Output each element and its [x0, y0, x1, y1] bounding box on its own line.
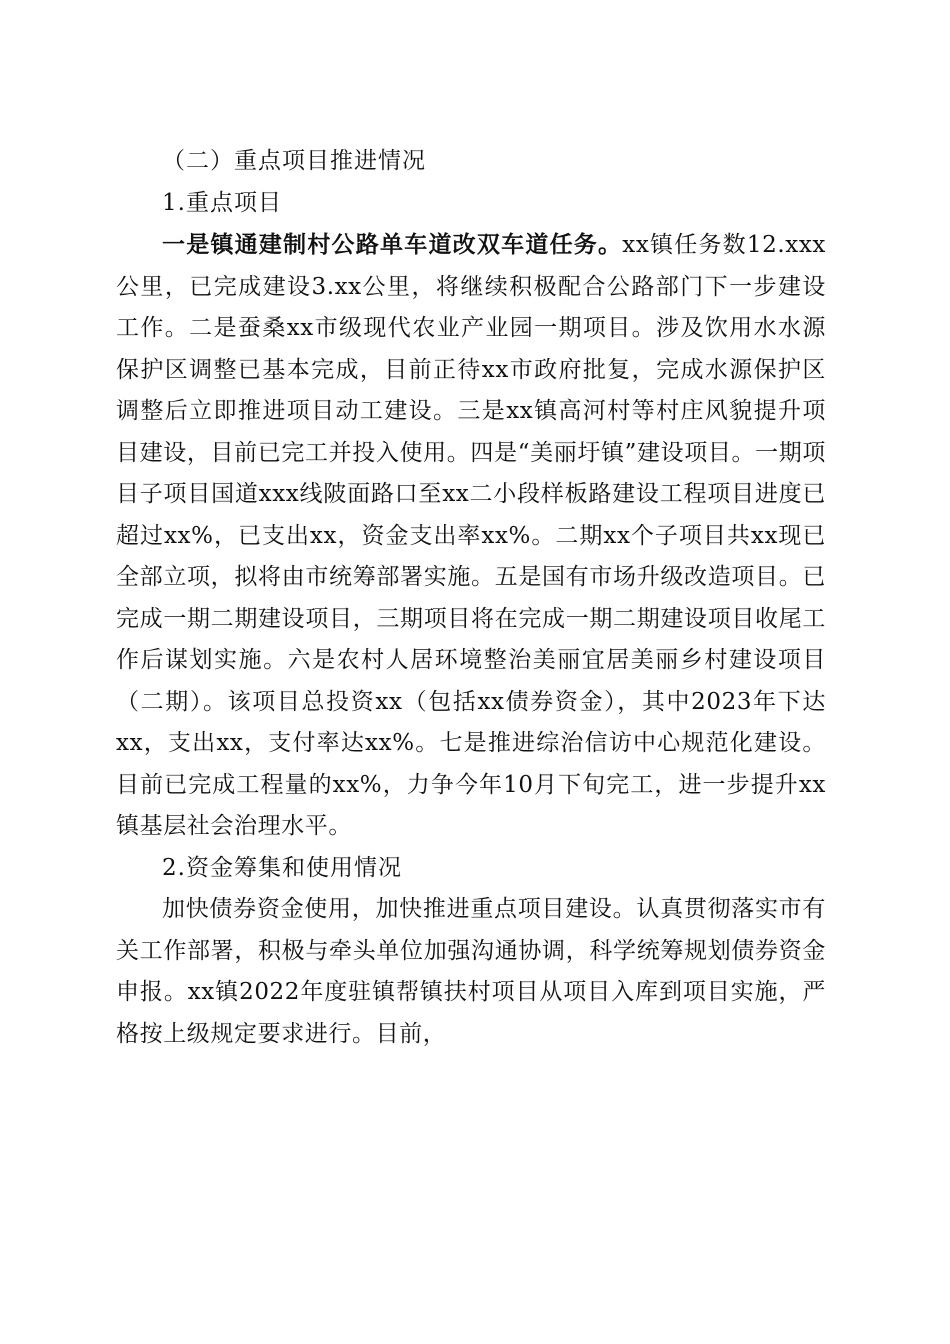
paragraph-lead-bold: 一是镇通建制村公路单车道改双车道任务。 — [162, 231, 623, 258]
paragraph-key-projects — [116, 224, 826, 848]
subheading-key-projects: 1.重点项目 — [162, 189, 282, 216]
document-body — [116, 141, 826, 1055]
paragraph-body: xx镇任务数12.xxx公里，已完成建设3.xx公里，将继续积极配合公路部门下一步建设工作。二是蚕桑xx市级现代农业产业园一期项目。涉及饮用水水源保护区调整已基本完成，目前正待xx市政府批复，完成水源保护区调整后立即推进项目动工建设。三是xx镇高河村等村庄风貌提升项目建设，目前已完工并投入使用。四是“美丽圩镇”建设项目。一期项目子项目国道xxx线陂面路口至xx二小段样板路建设工程项目进度已超过xx%，已支出xx，资金支出率xx%。二期xx个子项目共xx现已全部立项，拟将由市统筹部署实施。五是国有市场升级改造项目。已完成一期二期建设项目，三期项目将在完成一期二期建设项目收尾工作后谋划实施。六是农村人居环境整治美丽宜居美丽乡村建设项目（二期）。该项目总投资xx（包括xx债券资金），其中2023年下达xx，支出xx，支付率达xx%。七是推进综治信访中心规范化建设。目前已完成工程量的xx%，力争今年10月下旬完工，进一步提升xx镇基层社会治理水平。 — [116, 232, 826, 839]
section-heading: （二）重点项目推进情况 — [162, 148, 426, 174]
paragraph-funding: 加快债券资金使用，加快推进重点项目建设。认真贯彻落实市有关工作部署，积极与牵头单位加强沟通协调，科学统筹规划债券资金申报。xx镇2022年度驻镇帮镇扶村项目从项目入库到项目实施，严格按上级规定要求进行。目前， — [116, 896, 826, 1047]
subheading-funding: 2.资金筹集和使用情况 — [162, 854, 402, 881]
